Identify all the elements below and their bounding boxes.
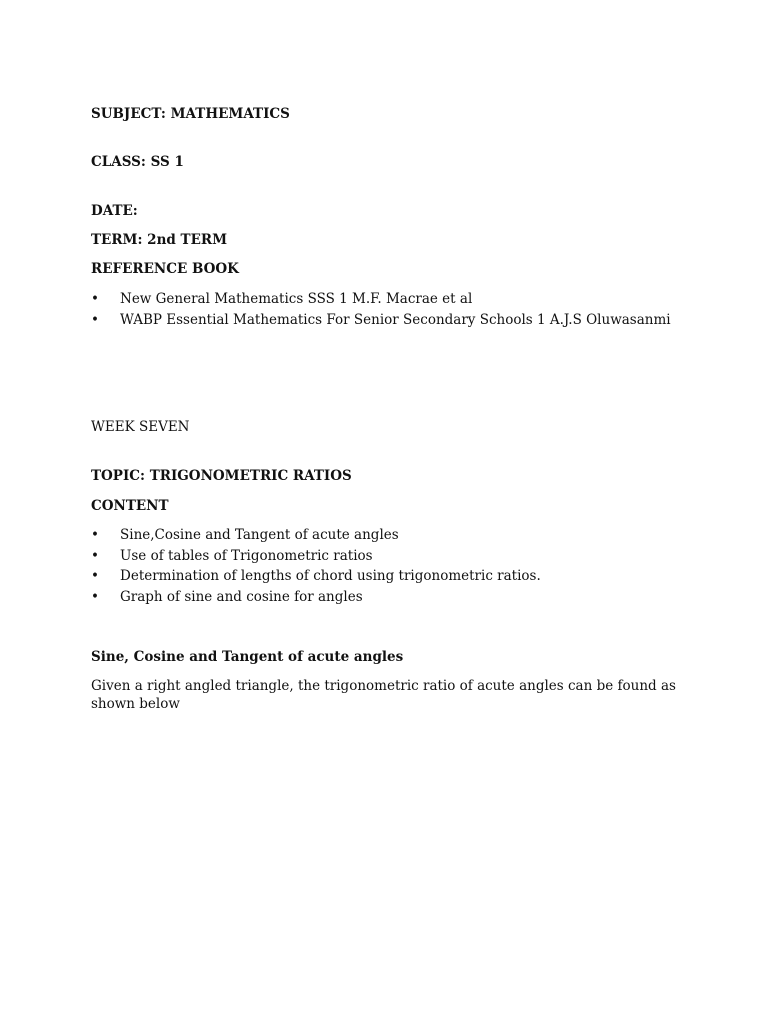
bullet-icon: • xyxy=(91,527,99,543)
reference-text: New General Mathematics SSS 1 M.F. Macrae et al xyxy=(120,291,473,307)
subject-line: SUBJECT: MATHEMATICS xyxy=(91,106,290,122)
date-line: DATE: xyxy=(91,203,138,219)
topic-line: TOPIC: TRIGONOMETRIC RATIOS xyxy=(91,468,352,484)
reference-text: WABP Essential Mathematics For Senior Secondary Schools 1 A.J.S Oluwasanmi xyxy=(120,311,671,328)
list-item xyxy=(91,567,541,588)
section-paragraph: Given a right angled triangle, the trigonometric ratio of acute angles can be found as shown below xyxy=(91,678,676,712)
list-item xyxy=(91,547,541,568)
reference-list xyxy=(91,290,671,331)
list-item xyxy=(91,588,541,609)
section-heading: Sine, Cosine and Tangent of acute angles xyxy=(91,649,404,665)
week-line: WEEK SEVEN xyxy=(91,419,190,435)
bullet-icon: • xyxy=(91,311,99,328)
content-item-text: Sine,Cosine and Tangent of acute angles xyxy=(120,527,399,543)
list-item xyxy=(91,526,541,547)
list-item xyxy=(91,311,671,332)
bullet-icon: • xyxy=(91,291,99,307)
content-item-text: Graph of sine and cosine for angles xyxy=(120,589,363,606)
class-line: CLASS: SS 1 xyxy=(91,154,184,170)
bullet-icon: • xyxy=(91,547,99,564)
list-item xyxy=(91,290,671,311)
bullet-icon: • xyxy=(91,589,99,606)
content-heading: CONTENT xyxy=(91,498,169,514)
reference-heading: REFERENCE BOOK xyxy=(91,261,239,277)
content-item-text: Use of tables of Trigonometric ratios xyxy=(120,547,373,564)
bullet-icon: • xyxy=(91,568,99,585)
term-line: TERM: 2nd TERM xyxy=(91,232,228,248)
content-item-text: Determination of lengths of chord using trigonometric ratios. xyxy=(120,568,541,585)
content-list xyxy=(91,526,541,609)
